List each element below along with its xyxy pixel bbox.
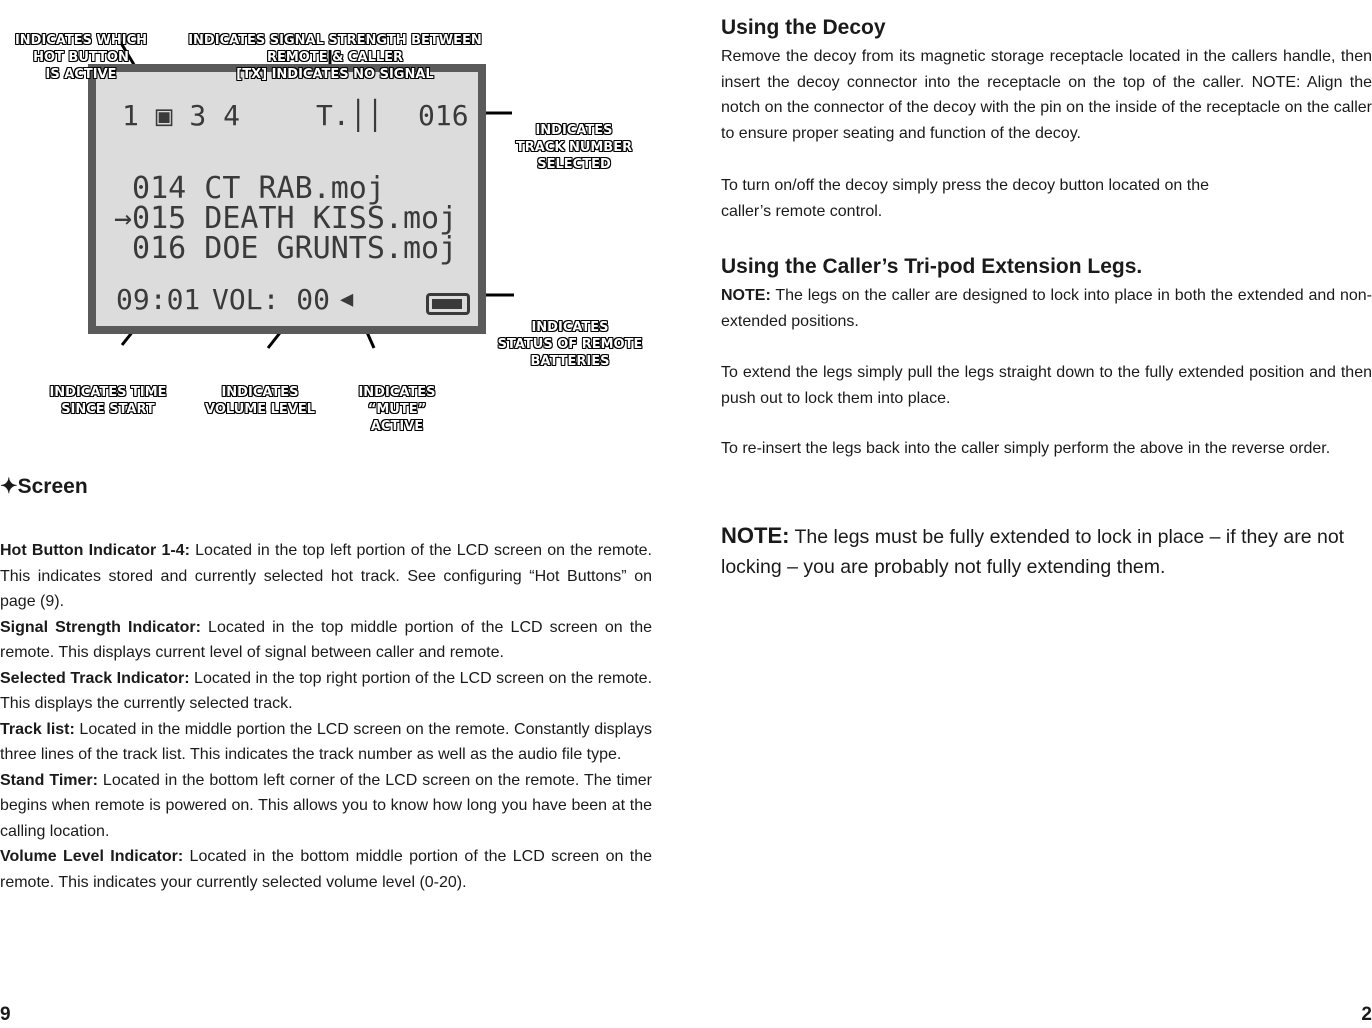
left-page bbox=[0, 0, 652, 1028]
lcd-hot-buttons: 1 ▣ 3 4 bbox=[122, 99, 241, 132]
screen-descriptions bbox=[0, 538, 652, 895]
desc-hot-button: Hot Button Indicator 1-4: Located in the top left portion of the LCD screen on the remote. This indicates stored and currently selected hot track. See configuring “Hot Buttons” on page (9). bbox=[0, 542, 652, 610]
lcd-track-row: 016 DOE GRUNTS.moj bbox=[114, 231, 458, 266]
callout-volume: INDICATES VOLUME LEVEL bbox=[205, 385, 315, 417]
callout-hot-button: INDICATES WHICH HOT BUTTON IS ACTIVE bbox=[14, 33, 148, 82]
lcd-track-row: 014 CT RAB.moj bbox=[114, 171, 385, 206]
callout-time: INDICATES TIME SINCE START bbox=[49, 385, 167, 417]
desc-stand-timer: Stand Timer: Located in the bottom left corner of the LCD screen on the remote. The timer begins when remote is powered on. This allows you to know how long you have been at the calling location. bbox=[0, 771, 653, 840]
decoy-heading: Using the Decoy bbox=[721, 16, 886, 39]
right-page bbox=[721, 0, 1372, 1028]
decoy-paragraph: Remove the decoy from its magnetic storage receptacle located in the callers handle, then insert the decoy connector into the receptacle on the top of the caller. NOTE: Align the notch on the connector of the decoy with the pin on the inside of the receptacle on the caller to ensure proper seating and function of the decoy. bbox=[721, 48, 1372, 142]
callout-mute: INDICATES “MUTE” ACTIVE bbox=[358, 385, 436, 434]
legs-extend-paragraph: To extend the legs simply pull the legs straight down to the fully extended position and then push out to lock them into place. bbox=[721, 364, 1372, 407]
desc-volume-level: Volume Level Indicator: Located in the bottom middle portion of the LCD screen on the remote. This indicates your currently selected volume level (0-20). bbox=[0, 848, 652, 891]
desc-signal-strength: Signal Strength Indicator: Located in the top middle portion of the LCD screen on the remote. This displays current level of signal between caller and remote. bbox=[0, 618, 652, 661]
callout-track-number: INDICATES TRACK NUMBER SELECTED bbox=[515, 123, 633, 172]
lcd-signal-strength: T.││ bbox=[316, 99, 384, 132]
callout-signal-strength: INDICATES SIGNAL STRENGTH BETWEEN REMOTE & CALLER [TX] INDICATES NO SIGNAL bbox=[188, 33, 482, 82]
mute-icon: ◀ bbox=[340, 287, 354, 312]
lcd-selected-track: 016 bbox=[418, 99, 469, 132]
page-number-left: 9 bbox=[0, 1004, 11, 1025]
callout-batteries: INDICATES STATUS OF REMOTE BATTERIES bbox=[497, 320, 643, 369]
legs-reinsert-paragraph: To re-insert the legs back into the caller simply perform the above in the reverse order. bbox=[721, 440, 1331, 457]
desc-track-list: Track list: Located in the middle portion the LCD screen on the remote. Constantly displays three lines of the track list. This indicates the track number as well as the audio file type. bbox=[0, 720, 652, 763]
legs-note-paragraph: NOTE: The legs on the caller are designed to lock into place in both the extended and non-extended positions. bbox=[721, 287, 1372, 330]
legs-heading: Using the Caller’s Tri-pod Extension Legs. bbox=[721, 255, 1143, 278]
section-title-screen: ✦Screen bbox=[0, 475, 88, 498]
lcd-track-row: →015 DEATH KISS.moj bbox=[114, 201, 458, 236]
decoy-button-paragraph: To turn on/off the decoy simply press the decoy button located on the caller’s remote control. bbox=[721, 177, 1210, 220]
desc-selected-track: Selected Track Indicator: Located in the top right portion of the LCD screen on the remote. This displays the currently selected track. bbox=[0, 669, 653, 712]
battery-icon bbox=[426, 293, 470, 315]
page-number-right: 2 bbox=[1361, 1004, 1372, 1025]
final-note: NOTE: The legs must be fully extended to lock in place – if they are not locking – you are probably not fully extending them. bbox=[721, 523, 1345, 578]
lcd-stand-timer: 09:01 bbox=[116, 283, 201, 316]
lcd-volume: VOL: 00 bbox=[212, 283, 331, 316]
lcd-diagram bbox=[0, 0, 652, 434]
